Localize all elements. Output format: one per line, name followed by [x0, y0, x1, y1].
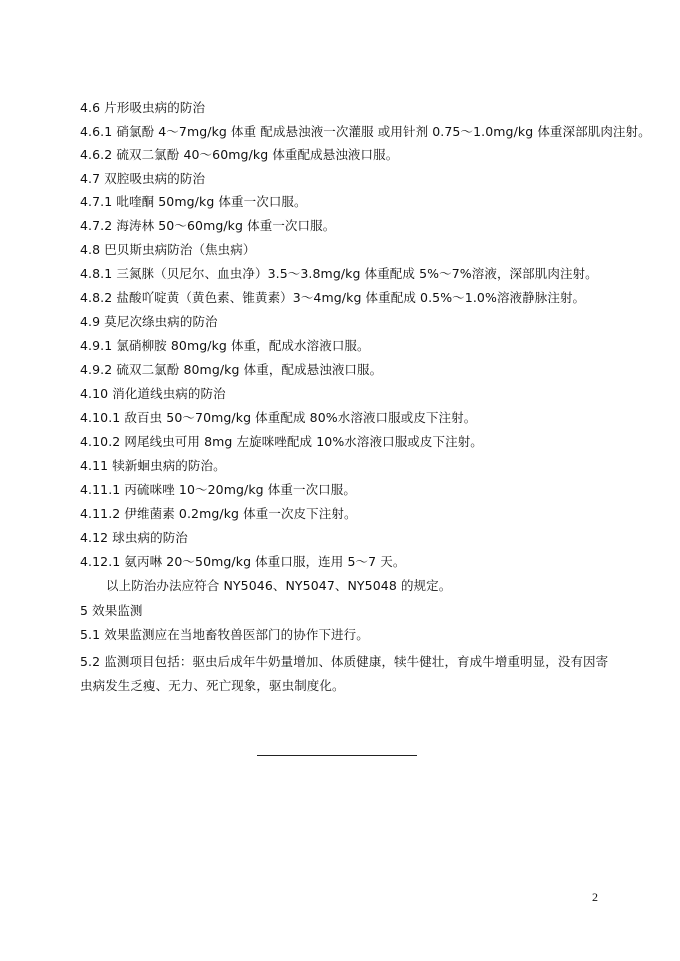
paragraph-4-9-2: 4.9.2 硫双二氯酚 80mg/kg 体重，配成悬浊液口服。 — [80, 362, 383, 377]
section-heading-4-10: 4.10 消化道线虫病的防治 — [80, 386, 226, 401]
paragraph-4-7-1: 4.7.1 吡喹酮 50mg/kg 体重一次口服。 — [80, 194, 307, 209]
paragraph-4-12-1: 4.12.1 氨丙啉 20～50mg/kg 体重口服，连用 5～7 天。 — [80, 554, 406, 569]
paragraph-4-11-1: 4.11.1 丙硫咪唑 10～20mg/kg 体重一次口服。 — [80, 482, 356, 497]
section-heading-4-11: 4.11 犊新蛔虫病的防治。 — [80, 458, 226, 473]
paragraph-5-2: 5.2 监测项目包括：驱虫后成年牛奶量增加、体质健康，犊牛健壮，育成牛增重明显，没有因寄虫病发生乏瘦、无力、死亡现象，驱虫制度化。 — [80, 654, 609, 693]
end-rule — [257, 755, 417, 756]
paragraph-4-10-1: 4.10.1 敌百虫 50～70mg/kg 体重配成 80%水溶液口服或皮下注射。 — [80, 410, 477, 425]
compliance-note: 以上防治办法应符合 NY5046、NY5047、NY5048 的规定。 — [106, 578, 452, 593]
section-heading-5: 5 效果监测 — [80, 603, 143, 618]
paragraph-4-6-1: 4.6.1 硝氯酚 4～7mg/kg 体重 配成悬浊液一次灌服 或用针剂 0.75～1.0mg/kg 体重深部肌肉注射。 — [80, 124, 651, 139]
section-heading-4-6: 4.6 片形吸虫病的防治 — [80, 100, 206, 115]
page-number: 2 — [592, 890, 598, 904]
paragraph-4-8-1: 4.8.1 三氮脒（贝尼尔、血虫净）3.5～3.8mg/kg 体重配成 5%～7%溶液，深部肌肉注射。 — [80, 266, 598, 281]
paragraph-4-6-2: 4.6.2 硫双二氯酚 40～60mg/kg 体重配成悬浊液口服。 — [80, 147, 399, 162]
section-heading-4-9: 4.9 莫尼次绦虫病的防治 — [80, 314, 218, 329]
section-heading-4-12: 4.12 球虫病的防治 — [80, 530, 188, 545]
section-heading-4-8: 4.8 巴贝斯虫病防治（焦虫病） — [80, 242, 256, 257]
paragraph-4-9-1: 4.9.1 氯硝柳胺 80mg/kg 体重，配成水溶液口服。 — [80, 338, 370, 353]
paragraph-4-8-2: 4.8.2 盐酸吖啶黄（黄色素、锥黄素）3～4mg/kg 体重配成 0.5%～1.0%溶液静脉注射。 — [80, 290, 586, 305]
paragraph-4-10-2: 4.10.2 网尾线虫可用 8mg 左旋咪唑配成 10%水溶液口服或皮下注射。 — [80, 434, 483, 449]
paragraph-5-1: 5.1 效果监测应在当地畜牧兽医部门的协作下进行。 — [80, 627, 369, 642]
paragraph-4-7-2: 4.7.2 海涛林 50～60mg/kg 体重一次口服。 — [80, 218, 336, 233]
section-heading-4-7: 4.7 双腔吸虫病的防治 — [80, 171, 206, 186]
paragraph-4-11-2: 4.11.2 伊维菌素 0.2mg/kg 体重一次皮下注射。 — [80, 506, 357, 521]
